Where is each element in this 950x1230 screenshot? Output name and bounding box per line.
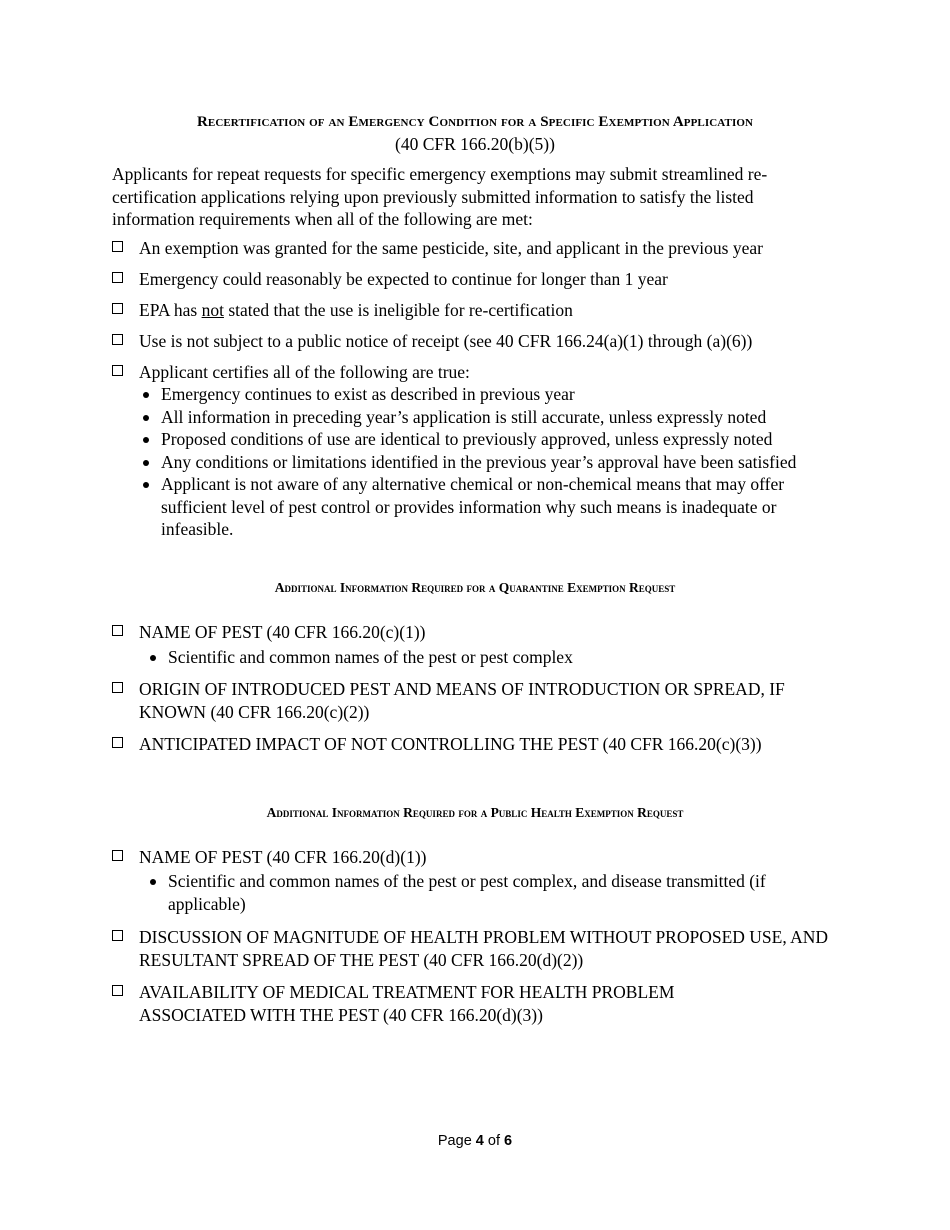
section-title-public-health: Additional Information Required for a Public Health Exemption Request bbox=[266, 805, 684, 820]
checklist-item bbox=[112, 678, 832, 723]
checklist-item bbox=[112, 846, 842, 869]
list-item-text: All information in preceding year’s application is still accurate, unless expressly noted bbox=[161, 406, 767, 427]
checklist-item bbox=[112, 621, 842, 644]
list-item-text: Emergency continues to exist as described in previous year bbox=[161, 384, 575, 404]
bullet-icon bbox=[143, 460, 149, 466]
list-item-text: Scientific and common names of the pest or pest complex, and disease transmitted (if applicable) bbox=[168, 871, 766, 914]
list-item bbox=[147, 870, 817, 915]
bullet-icon bbox=[143, 482, 149, 488]
list-item-text: Any conditions or limitations identified in the previous year’s approval have been satisfied bbox=[161, 451, 797, 472]
checkbox-icon[interactable] bbox=[112, 625, 123, 636]
checklist-item bbox=[112, 268, 842, 291]
checklist-item bbox=[112, 299, 842, 322]
section-title-quarantine: Additional Information Required for a Quarantine Exemption Request bbox=[274, 580, 676, 595]
quarantine-name-bullets bbox=[147, 646, 857, 669]
text-fragment: stated that the use is ineligible for re-certification bbox=[223, 300, 573, 320]
bullet-icon bbox=[150, 879, 156, 885]
checklist-item-text: Emergency could reasonably be expected to continue for longer than 1 year bbox=[139, 269, 668, 289]
checkbox-icon[interactable] bbox=[112, 930, 123, 941]
list-item bbox=[140, 406, 850, 429]
bullet-icon bbox=[143, 437, 149, 443]
checklist-item-text: An exemption was granted for the same pesticide, site, and applicant in the previous year bbox=[139, 238, 763, 258]
checkbox-icon[interactable] bbox=[112, 850, 123, 861]
checklist-item bbox=[112, 926, 842, 971]
checkbox-icon[interactable] bbox=[112, 682, 123, 693]
checklist-item-text bbox=[139, 299, 842, 322]
list-item bbox=[140, 383, 850, 406]
list-item-text: Scientific and common names of the pest or pest complex bbox=[168, 647, 573, 667]
checkbox-icon[interactable] bbox=[112, 303, 123, 314]
list-item bbox=[147, 646, 857, 669]
bullet-icon bbox=[150, 655, 156, 661]
certify-bullet-list bbox=[140, 383, 850, 541]
checklist-item-text: ANTICIPATED IMPACT OF NOT CONTROLLING THE PEST (40 CFR 166.20(c)(3)) bbox=[139, 734, 762, 754]
footer-of-label: of bbox=[487, 1133, 500, 1149]
checklist-item-text: AVAILABILITY OF MEDICAL TREATMENT FOR HEALTH PROBLEM ASSOCIATED WITH THE PEST (40 CFR 166.20(d)(3)) bbox=[139, 982, 675, 1025]
checklist-item-text: DISCUSSION OF MAGNITUDE OF HEALTH PROBLEM WITHOUT PROPOSED USE, AND RESULTANT SPREAD OF THE PEST (40 CFR 166.20(d)(2)) bbox=[139, 927, 829, 970]
intro-paragraph: Applicants for repeat requests for specific emergency exemptions may submit streamlined re-certification applications relying upon previously submitted information to satisfy the listed information requirements when all of the following are met: bbox=[112, 164, 768, 229]
bullet-icon bbox=[143, 392, 149, 398]
list-item-text: Proposed conditions of use are identical to previously approved, unless expressly noted bbox=[161, 429, 773, 449]
bullet-icon bbox=[143, 415, 149, 421]
section-citation: (40 CFR 166.20(b)(5)) bbox=[395, 134, 555, 154]
list-item-text: Applicant is not aware of any alternative chemical or non-chemical means that may offer sufficient level of pest control or provides information why such means is inadequate or infeasible. bbox=[161, 474, 785, 539]
checklist-item-text: NAME OF PEST (40 CFR 166.20(d)(1)) bbox=[139, 847, 427, 867]
footer-total-pages: 6 bbox=[504, 1133, 513, 1149]
checklist-item-text: ORIGIN OF INTRODUCED PEST AND MEANS OF INTRODUCTION OR SPREAD, IF KNOWN (40 CFR 166.20(c)(2)) bbox=[139, 679, 785, 722]
checkbox-icon[interactable] bbox=[112, 985, 123, 996]
footer-page-label: Page bbox=[437, 1133, 472, 1149]
text-fragment: EPA has bbox=[139, 300, 202, 320]
checkbox-icon[interactable] bbox=[112, 737, 123, 748]
footer-current-page: 4 bbox=[475, 1133, 484, 1149]
page-footer bbox=[0, 1133, 950, 1149]
checklist-item bbox=[112, 361, 842, 384]
checklist-item-text: NAME OF PEST (40 CFR 166.20(c)(1)) bbox=[139, 622, 426, 642]
checklist-item bbox=[112, 733, 842, 756]
list-item bbox=[140, 428, 850, 451]
public-health-name-bullets bbox=[147, 870, 817, 915]
checklist-item-text: Applicant certifies all of the following are true: bbox=[139, 362, 470, 382]
list-item bbox=[140, 451, 850, 474]
list-item bbox=[140, 473, 841, 541]
checklist-item bbox=[112, 237, 842, 260]
checkbox-icon[interactable] bbox=[112, 334, 123, 345]
checklist-item bbox=[112, 981, 752, 1026]
checkbox-icon[interactable] bbox=[112, 365, 123, 376]
checkbox-icon[interactable] bbox=[112, 272, 123, 283]
section-title-recertification: Recertification of an Emergency Condition for a Specific Exemption Application bbox=[196, 114, 754, 130]
checkbox-icon[interactable] bbox=[112, 241, 123, 252]
emphasis-not: not bbox=[201, 300, 224, 320]
checklist-item-text: Use is not subject to a public notice of receipt (see 40 CFR 166.24(a)(1) through (a)(6)) bbox=[139, 331, 753, 351]
checklist-item bbox=[112, 330, 842, 353]
